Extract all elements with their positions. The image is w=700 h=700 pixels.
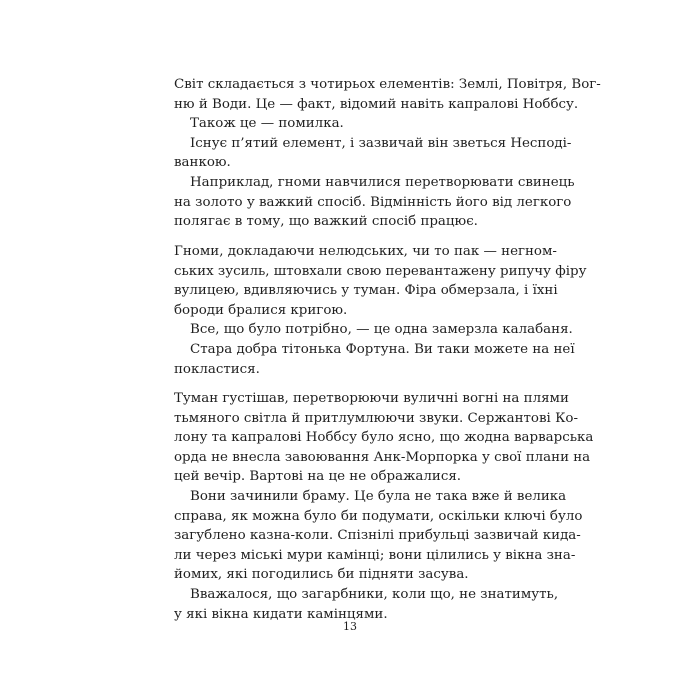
text-line: Вони зачинили браму. Це була не така вже й велика [190,488,567,504]
text-line: покластися. [174,361,260,377]
text-line: Наприклад, гноми навчилися перетворювати свинець [190,174,575,190]
text-line: ли через міські мури камінці; вони цілились у вікна зна- [174,547,576,563]
text-line: Існує п’ятий елемент, і зазвичай він зветься Несподі- [190,135,572,151]
text-line: загублено казна-коли. Спізнілі прибульці зазвичай кида- [174,528,581,544]
text-line: тьмяного світла й притлумлюючи звуки. Сержантові Ко- [174,410,579,426]
text-line: Туман густішав, перетворюючи вуличні вогні на плями [174,391,569,406]
text-line: цей вечір. Вартові на це не ображалися. [174,469,462,485]
text-line: ню й Води. Це — факт, відомий навіть капралові Ноббсу. [174,96,579,112]
text-line: Вважалося, що загарбники, коли що, не знатимуть, [190,586,559,602]
text-line: Гноми, докладаючи нелюдських, чи то пак — негном- [174,244,557,259]
section-2 [174,242,587,379]
text-line: на золото у важкий спосіб. Відмінність його від легкого [174,194,572,210]
text-line: Все, що було потрібно, — це одна замерзла калабаня. [190,322,573,338]
section-3 [174,389,594,624]
text-line: Також це — помилка. [190,116,344,132]
text-line: лону та капралові Ноббсу було ясно, що жодна варварська [174,430,594,446]
text-line: орда не внесла завоювання Анк-Морпорка у свої плани на [174,449,591,465]
text-line: ських зусиль, штовхали свою перевантажену рипучу фіру [174,263,587,279]
section-1 [174,75,601,232]
text-line: ванкою. [174,155,231,171]
text-line: бороди бралися кригою. [174,302,348,318]
text-line: вулицею, вдивляючись у туман. Фіра обмерзала, і їхні [174,283,558,299]
text-line: Стара добра тітонька Фортуна. Ви таки можете на неї [190,341,575,357]
text-line: полягає в тому, що важкий спосіб працює. [174,214,478,230]
text-line: Світ складається з чотирьох елементів: Землі, Повітря, Вог- [174,77,601,92]
text-line: у які вікна кидати камінцями. [174,606,388,622]
text-line: справа, як можна було би подумати, оскільки ключі було [174,508,583,524]
page-number: 13 [343,620,357,633]
text-line: йомих, які погодились би підняти засува. [174,567,469,583]
